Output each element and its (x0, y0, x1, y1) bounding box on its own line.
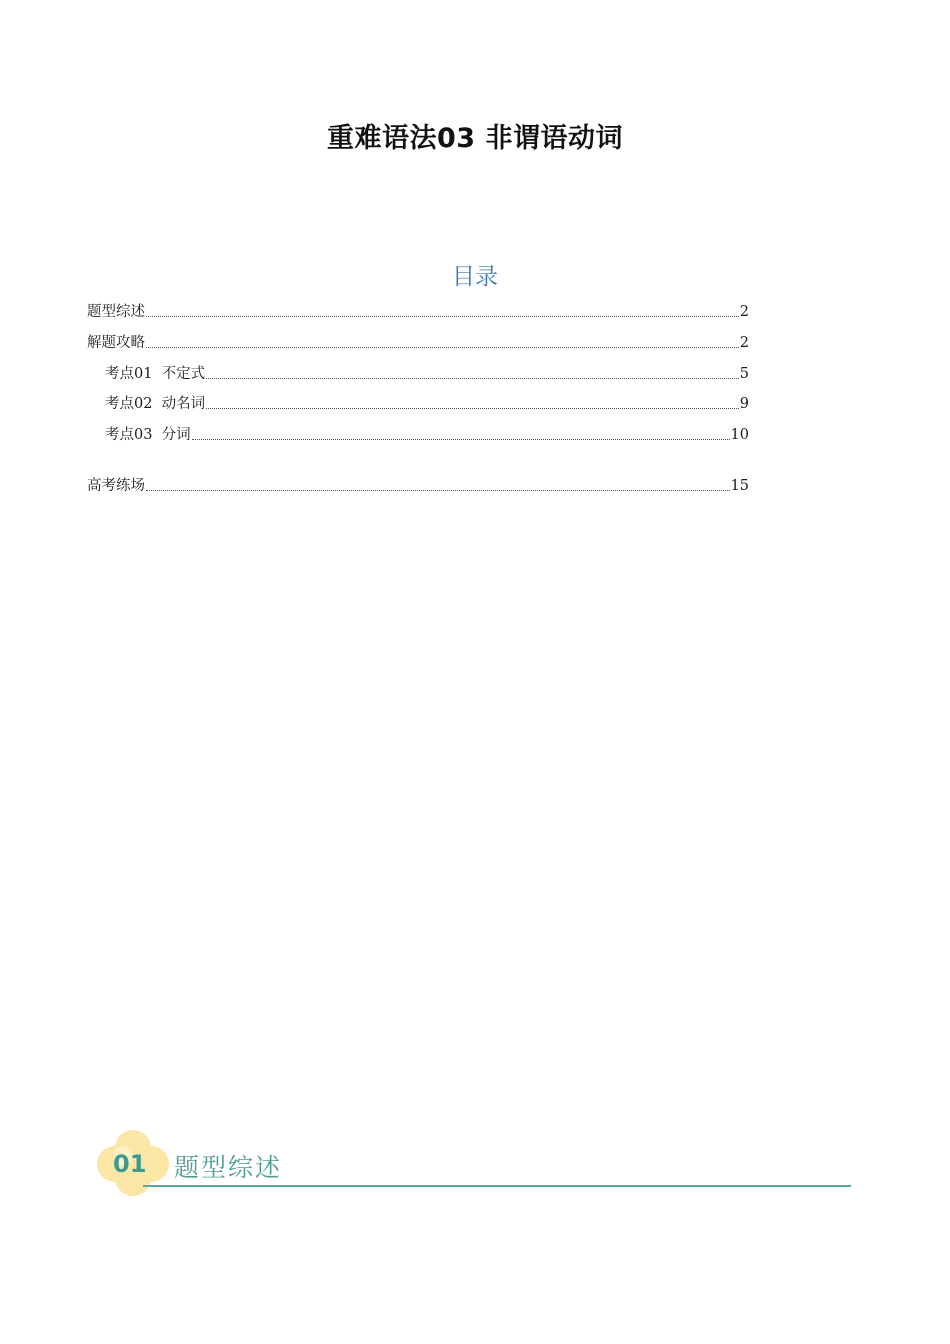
toc-entry-point-03[interactable] (87, 425, 749, 445)
toc-leader-dots (146, 489, 730, 491)
toc-entry-point-02[interactable] (87, 394, 749, 414)
section-number: 01 (113, 1150, 147, 1178)
toc-leader-dots (192, 438, 730, 440)
toc-leader-dots (146, 346, 739, 348)
section-header (93, 1128, 853, 1204)
toc-entry-label: 高考练场 (87, 478, 145, 494)
toc-entry-label: 考点01 不定式 (105, 366, 206, 382)
toc-entry-page: 10 (730, 427, 749, 443)
toc-entry-page: 2 (739, 304, 749, 320)
toc-entry-overview[interactable] (87, 302, 749, 322)
section-title: 题型综述 (174, 1153, 283, 1182)
toc-entry-label: 解题攻略 (87, 335, 145, 351)
toc-entry-strategy[interactable] (87, 333, 749, 353)
toc-entry-label: 题型综述 (87, 304, 145, 320)
toc-entry-label: 考点02 动名词 (105, 396, 206, 412)
toc-entry-page: 5 (739, 366, 749, 382)
document-title: 重难语法03 非谓语动词 (327, 123, 623, 154)
toc-leader-dots (206, 407, 739, 409)
toc-leader-dots (146, 315, 739, 317)
toc-entry-point-01[interactable] (87, 364, 749, 384)
toc-entry-label: 考点03 分词 (105, 427, 191, 443)
section-divider (143, 1185, 851, 1187)
toc-entry-page: 15 (730, 478, 749, 494)
toc-heading: 目录 (452, 264, 498, 290)
toc-entry-practice[interactable] (87, 476, 749, 496)
toc-leader-dots (206, 377, 739, 379)
toc-entry-page: 9 (739, 396, 749, 412)
toc-entry-page: 2 (739, 335, 749, 351)
